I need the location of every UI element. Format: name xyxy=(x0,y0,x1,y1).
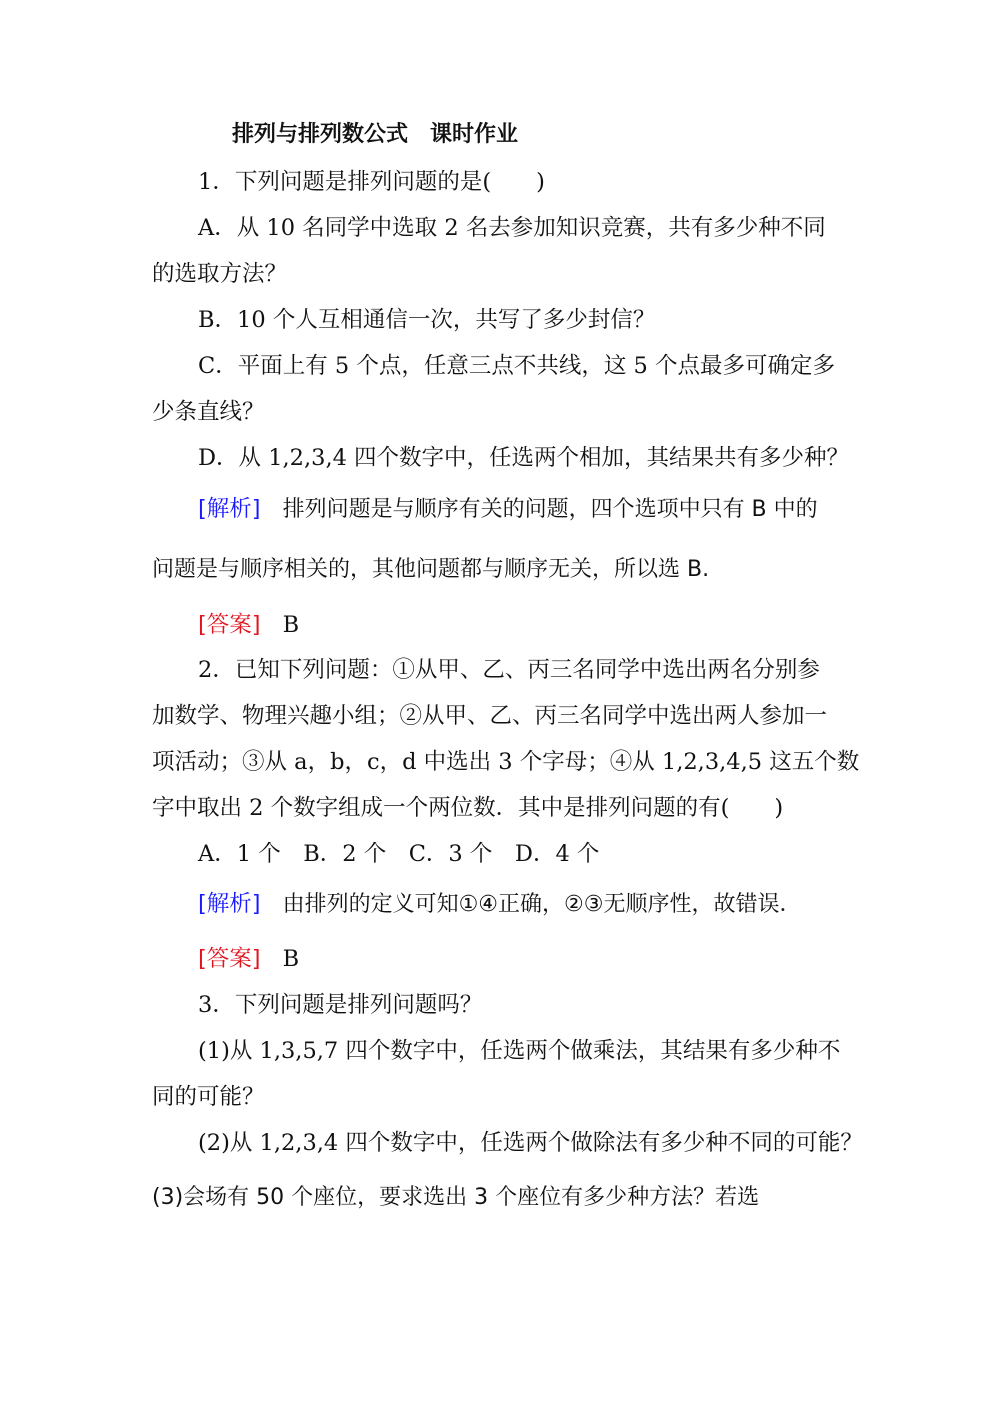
q1-option-b: B．10 个人互相通信一次，共写了多少封信？ xyxy=(198,307,656,333)
q2-line1: 2．已知下列问题：①从甲、乙、丙三名同学中选出两名分别参 xyxy=(198,657,820,683)
q1-answer xyxy=(198,610,299,640)
q2-line2: 加数学、物理兴趣小组；②从甲、乙、丙三名同学中选出两人参加一 xyxy=(152,703,828,729)
q3-part1-line1: (1)从 1,3,5,7 四个数字中，任选两个做乘法，其结果有多少种不 xyxy=(198,1038,841,1064)
q2-options: A．1 个 B．2 个 C．3 个 D．4 个 xyxy=(198,841,600,867)
answer-tag: [答案] xyxy=(198,946,261,972)
answer-value: B xyxy=(282,946,300,972)
page-title: 排列与排列数公式 课时作业 xyxy=(232,122,519,147)
answer-value: B xyxy=(282,612,300,638)
analysis-tag: [解析] xyxy=(198,891,261,917)
q2-analysis xyxy=(198,889,801,920)
q3-part1-line2: 同的可能？ xyxy=(152,1084,265,1110)
q1-option-a-line2: 的选取方法？ xyxy=(152,261,288,287)
analysis-text: 排列问题是与顺序有关的问题，四个选项中只有 B 中的 xyxy=(282,497,818,522)
q1-option-c-line2: 少条直线？ xyxy=(152,399,265,425)
q3-stem: 3．下列问题是排列问题吗？ xyxy=(198,992,483,1018)
analysis-tag: [解析] xyxy=(198,496,261,522)
q1-stem: 1．下列问题是排列问题的是( ) xyxy=(198,169,545,195)
q1-option-a-line1: A．从 10 名同学中选取 2 名去参加知识竞赛，共有多少种不同 xyxy=(198,215,826,241)
q1-analysis-line2: 问题是与顺序相关的，其他问题都与顺序无关，所以选 B. xyxy=(152,557,710,582)
q3-part2: (2)从 1,2,3,4 四个数字中，任选两个做除法有多少种不同的可能？ xyxy=(198,1130,863,1156)
q1-option-c-line1: C．平面上有 5 个点，任意三点不共线，这 5 个点最多可确定多 xyxy=(198,353,835,379)
q1-option-d: D．从 1,2,3,4 四个数字中，任选两个相加，其结果共有多少种？ xyxy=(198,445,850,471)
q1-analysis-line1 xyxy=(198,494,818,525)
answer-tag: [答案] xyxy=(198,612,261,638)
q2-answer xyxy=(198,944,299,974)
q2-line4: 字中取出 2 个数字组成一个两位数．其中是排列问题的有( ) xyxy=(152,795,784,821)
analysis-text: 由排列的定义可知①④正确，②③无顺序性，故错误． xyxy=(282,892,802,917)
q2-line3: 项活动；③从 a，b，c，d 中选出 3 个字母；④从 1,2,3,4,5 这五个数 xyxy=(152,749,860,775)
q3-part3: (3)会场有 50 个座位，要求选出 3 个座位有多少种方法？若选 xyxy=(152,1185,760,1210)
